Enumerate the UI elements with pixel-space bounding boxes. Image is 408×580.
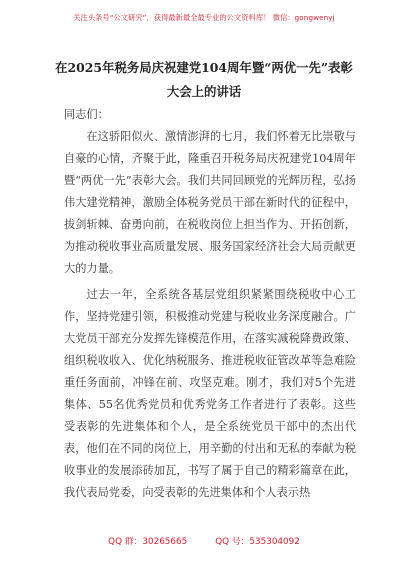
qq-group-text: QQ 群：30265665 [108, 536, 188, 547]
salutation: 同志们： [64, 108, 109, 121]
body-paragraph: 在这骄阳似火、激情澎湃的七月，我们怀着无比崇敬与自豪的心情，齐聚于此，隆重召开税务局庆祝建党104周年暨“两优一先”表彰大会。我们共同回顾党的光辉历程，弘扬伟大建党精神，激励全体税务党员干部在新时代的征程中，拔剑斩棘、奋勇向前，在税收岗位上担当作为、开拓创新，为推动税收事业高质量发展、服务国家经济社会大局贡献更大的力量。 [64, 130, 356, 275]
body-paragraph: 过去一年，全系统各基层党组织紧紧围绕税收中心工作，坚持党建引领，积极推动党建与税收业务深度融合。广大党员干部充分发挥先锋模范作用，在落实减税降费政策、组织税收收入、优化纳税服务、推进税收征管改革等急难险重任务面前，冲锋在前、攻坚克难。刚才，我们对5个先进集体、55名优秀党员和优秀党务工作者进行了表彰。这些受表彰的先进集体和个人，是全系统党员干部中的杰出代表，他们在不同的岗位上，用辛勤的付出和无私的奉献为税收事业的发展添砖加瓦，书写了属于自己的精彩篇章在此，我代表局党委，向受表彰的先进集体和个人表示热 [64, 288, 356, 499]
document-title: 在2025年税务局庆祝建党104周年暨“两优一先”表彰大会上的讲话 [55, 60, 353, 99]
header-banner [0, 0, 408, 36]
footer-contact [0, 530, 408, 550]
qq-number-text: QQ 号：535304092 [215, 536, 300, 547]
banner-text: 关注头条号“公文研究”，获得最新最全最专业的公文资料库！ 微信：gongwenyj [73, 13, 335, 22]
